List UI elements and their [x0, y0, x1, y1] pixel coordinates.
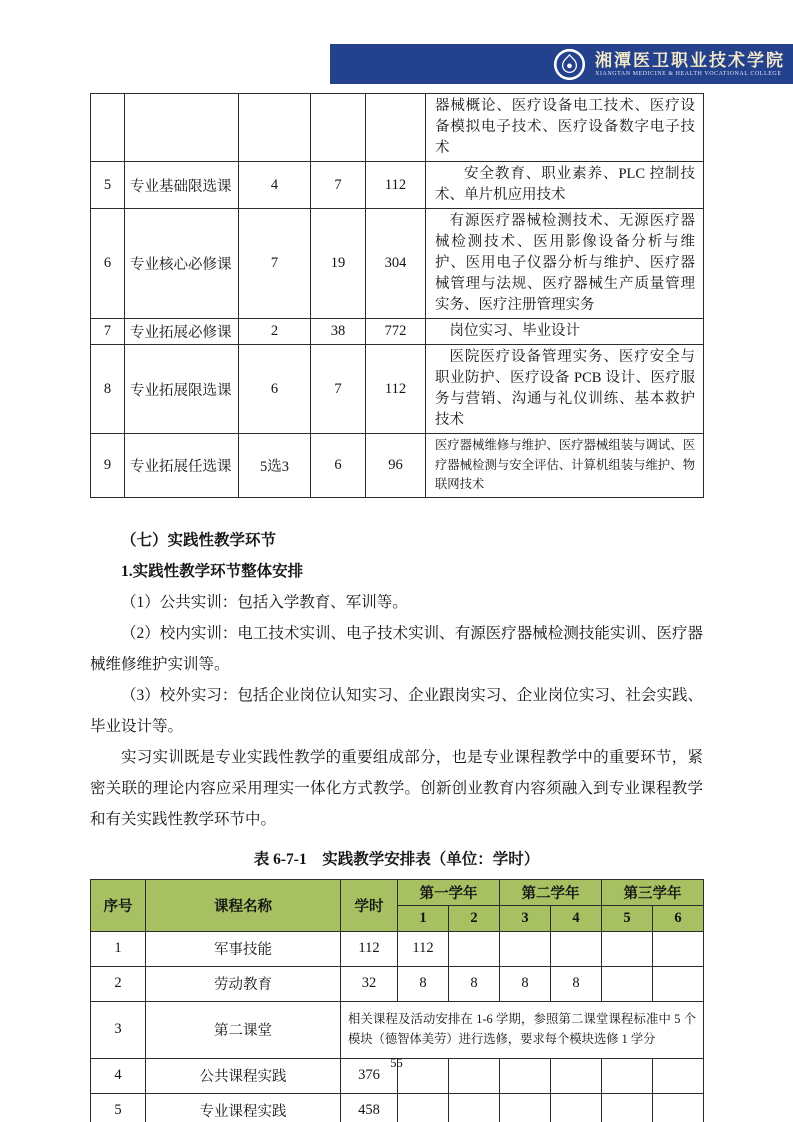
- practice-header-row: [91, 879, 704, 905]
- body-paragraph-4: 实习实训既是专业实践性教学的重要组成部分，也是专业课程教学中的重要环节，紧密关联的理论内容应采用理实一体化方式教学。创新创业教育内容须融入到专业课程教学和有关实践性教学环节中。: [90, 748, 703, 828]
- value-cell: [311, 94, 366, 162]
- header-cell-year3: 第三学年: [602, 879, 704, 905]
- value-cell: 7: [311, 345, 366, 434]
- semester-value-cell: 112: [398, 931, 449, 966]
- section-heading: （七）实践性教学环节: [121, 531, 277, 549]
- courses-cell: 有源医疗器械检测技术、无源医疗器械检测技术、医用影像设备分析与维护、医用电子仪器分析与维护、医疗器械管理与法规、医疗器械生产质量管理实务、医疗注册管理实务: [426, 209, 704, 319]
- semester-header-cell: 1: [398, 905, 449, 931]
- body-paragraph-2: （2）校内实训：电工技术实训、电子技术实训、有源医疗器械检测技能实训、医疗器械维修维护实训等。: [90, 624, 703, 673]
- row-no-cell: 5: [91, 162, 125, 209]
- row-no-cell: 1: [91, 931, 146, 966]
- college-header-bar: [330, 44, 793, 84]
- row-no-cell: [91, 94, 125, 162]
- courses-cell: 医疗器械维修与维护、医疗器械组装与调试、医疗器械检测与安全评估、计算机组装与维护、物联网技术: [426, 434, 704, 497]
- value-cell: 96: [366, 434, 426, 497]
- value-cell: 6: [311, 434, 366, 497]
- row-no-cell: 5: [91, 1093, 146, 1122]
- value-cell: 112: [366, 162, 426, 209]
- header-cell-course: 课程名称: [146, 879, 341, 931]
- course-type-cell: 专业拓展必修课: [125, 319, 239, 345]
- practice-section: [90, 525, 703, 835]
- semester-value-cell: 8: [500, 966, 551, 1001]
- course-name-cell: 专业课程实践: [146, 1093, 341, 1122]
- value-cell: [366, 94, 426, 162]
- semester-value-cell: [449, 931, 500, 966]
- semester-value-cell: 8: [551, 966, 602, 1001]
- courses-cell: 安全教育、职业素养、PLC 控制技术、单片机应用技术: [426, 162, 704, 209]
- course-table-row: [91, 94, 704, 162]
- course-type-cell: 专业拓展任选课: [125, 434, 239, 497]
- course-type-cell: 专业基础限选课: [125, 162, 239, 209]
- body-paragraph-3: （3）校外实习：包括企业岗位认知实习、企业跟岗实习、企业岗位实习、社会实践、毕业设计等。: [90, 686, 703, 735]
- course-type-cell: 专业拓展限选课: [125, 345, 239, 434]
- row-no-cell: 8: [91, 345, 125, 434]
- semester-header-cell: 5: [602, 905, 653, 931]
- semester-value-cell: 8: [449, 966, 500, 1001]
- semester-value-cell: [653, 966, 704, 1001]
- courses-cell: 岗位实习、毕业设计: [426, 319, 704, 345]
- course-type-cell: [125, 94, 239, 162]
- value-cell: 5选3: [239, 434, 311, 497]
- practice-table-row: [91, 931, 704, 966]
- header-cell-hours: 学时: [341, 879, 398, 931]
- row-no-cell: 3: [91, 1001, 146, 1058]
- practice-table-row: [91, 1001, 704, 1058]
- row-no-cell: 6: [91, 209, 125, 319]
- courses-cell: 医院医疗设备管理实务、医疗安全与职业防护、医疗设备 PCB 设计、医疗服务与营销、沟通与礼仪训练、基本救护技术: [426, 345, 704, 434]
- value-cell: 2: [239, 319, 311, 345]
- practice-schedule-table: [90, 879, 704, 1122]
- header-cell-year2: 第二学年: [500, 879, 602, 905]
- course-table-row: [91, 319, 704, 345]
- semester-value-cell: [602, 966, 653, 1001]
- college-name-en: XIANGTAN MEDICINE & HEALTH VOCATIONAL COLLEGE: [595, 70, 782, 77]
- semester-value-cell: [653, 1093, 704, 1122]
- course-table-row: [91, 434, 704, 497]
- college-title-block: [595, 51, 785, 77]
- course-category-table: [90, 93, 704, 498]
- college-name: 湘潭医卫职业技术学院: [595, 51, 785, 71]
- practice-table-row: [91, 1093, 704, 1122]
- course-table-row: [91, 162, 704, 209]
- courses-cell: 器械概论、医疗设备电工技术、医疗设备模拟电子技术、医疗设备数字电子技术: [426, 94, 704, 162]
- value-cell: 6: [239, 345, 311, 434]
- semester-header-cell: 4: [551, 905, 602, 931]
- college-logo-icon: [553, 48, 586, 81]
- value-cell: 304: [366, 209, 426, 319]
- semester-value-cell: [602, 1093, 653, 1122]
- value-cell: 4: [239, 162, 311, 209]
- semester-value-cell: [602, 931, 653, 966]
- header-cell-year1: 第一学年: [398, 879, 500, 905]
- value-cell: 19: [311, 209, 366, 319]
- note-cell: 相关课程及活动安排在 1-6 学期，参照第二课堂课程标准中 5 个模块（德智体美劳）进行选修，要求每个模块选修 1 学分: [341, 1001, 704, 1058]
- course-name-cell: 军事技能: [146, 931, 341, 966]
- course-table-body: [91, 94, 704, 498]
- body-paragraph-1: （1）公共实训：包括入学教育、军训等。: [121, 593, 408, 611]
- semester-value-cell: [551, 1093, 602, 1122]
- page-content: [90, 93, 703, 1122]
- practice-table-row: [91, 966, 704, 1001]
- semester-header-cell: 3: [500, 905, 551, 931]
- value-cell: 7: [239, 209, 311, 319]
- subsection-heading: 1.实践性教学环节整体安排: [121, 562, 304, 580]
- semester-value-cell: [449, 1093, 500, 1122]
- course-name-cell: 劳动教育: [146, 966, 341, 1001]
- value-cell: 112: [366, 345, 426, 434]
- course-name-cell: 第二课堂: [146, 1001, 341, 1058]
- row-no-cell: 7: [91, 319, 125, 345]
- row-no-cell: 9: [91, 434, 125, 497]
- semester-value-cell: [398, 1093, 449, 1122]
- semester-value-cell: [500, 1093, 551, 1122]
- semester-header-cell: 6: [653, 905, 704, 931]
- semester-value-cell: [500, 931, 551, 966]
- semester-value-cell: [653, 931, 704, 966]
- course-type-cell: 专业核心必修课: [125, 209, 239, 319]
- hours-cell: 112: [341, 931, 398, 966]
- hours-cell: 458: [341, 1093, 398, 1122]
- course-table-row: [91, 209, 704, 319]
- course-name-cell: 公共课程实践: [146, 1058, 341, 1093]
- semester-value-cell: 8: [398, 966, 449, 1001]
- table-caption: 表 6-7-1 实践教学安排表（单位：学时）: [253, 850, 540, 868]
- practice-table-body: [91, 931, 704, 1122]
- course-table-row: [91, 345, 704, 434]
- semester-value-cell: [551, 931, 602, 966]
- header-cell-no: 序号: [91, 879, 146, 931]
- row-no-cell: 2: [91, 966, 146, 1001]
- row-no-cell: 4: [91, 1058, 146, 1093]
- hours-cell: 376: [341, 1058, 398, 1093]
- value-cell: [239, 94, 311, 162]
- value-cell: 7: [311, 162, 366, 209]
- page-number: 55: [390, 1056, 403, 1070]
- semester-header-cell: 2: [449, 905, 500, 931]
- hours-cell: 32: [341, 966, 398, 1001]
- value-cell: 38: [311, 319, 366, 345]
- value-cell: 772: [366, 319, 426, 345]
